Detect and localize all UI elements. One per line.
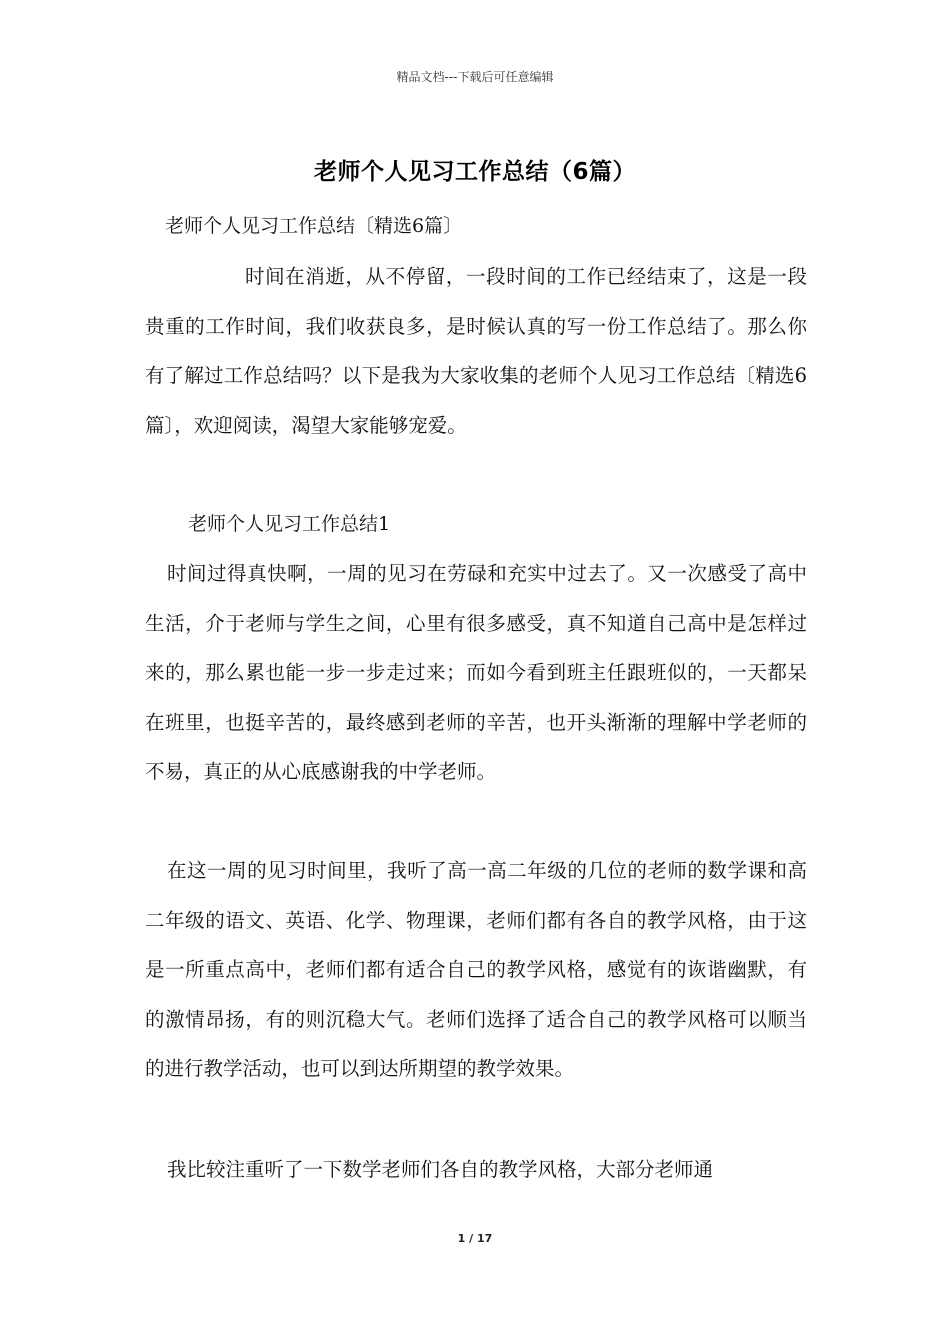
body-paragraph-3: 我比较注重听了一下数学老师们各自的教学风格，大部分老师通 (167, 1158, 714, 1181)
page-indicator: 1 / 17 (457, 1232, 493, 1245)
section-heading: 老师个人见习工作总结1 (188, 513, 391, 535)
intro-paragraph: 时间在消逝，从不停留，一段时间的工作已经结束了，这是一段贵重的工作时间，我们收获良多，是时候认真的写一份工作总结了。那么你有了解过工作总结吗？以下是我为大家收集的老师个人见习工作总结〔精选6篇〕，欢迎阅读，渴望大家能够宠爱。 (145, 265, 807, 437)
body-paragraph-1: 时间过得真快啊，一周的见习在劳碌和充实中过去了。又一次感受了高中生活，介于老师与学生之间，心里有很多感受，真不知道自己高中是怎样过来的，那么累也能一步一步走过来；而如今看到班主任跟班似的，一天都呆在班里，也挺辛苦的，最终感到老师的辛苦，也开头渐渐的理解中学老师的不易，真正的从心底感谢我的中学老师。 (145, 562, 807, 783)
body-paragraph-2: 在这一周的见习时间里，我听了高一高二年级的几位的老师的数学课和高二年级的语文、英语、化学、物理课，老师们都有各自的教学风格，由于这是一所重点高中，老师们都有适合自己的教学风格，感觉有的诙谐幽默，有的激情昂扬，有的则沉稳大气。老师们选择了适合自己的教学风格可以顺当的进行教学活动，也可以到达所期望的教学效果。 (145, 859, 807, 1080)
document-subtitle: 老师个人见习工作总结〔精选6篇〕 (165, 215, 463, 237)
document-title: 老师个人见习工作总结（6篇） (313, 159, 636, 185)
header-note: 精品文档---下载后可任意编辑 (396, 70, 554, 84)
